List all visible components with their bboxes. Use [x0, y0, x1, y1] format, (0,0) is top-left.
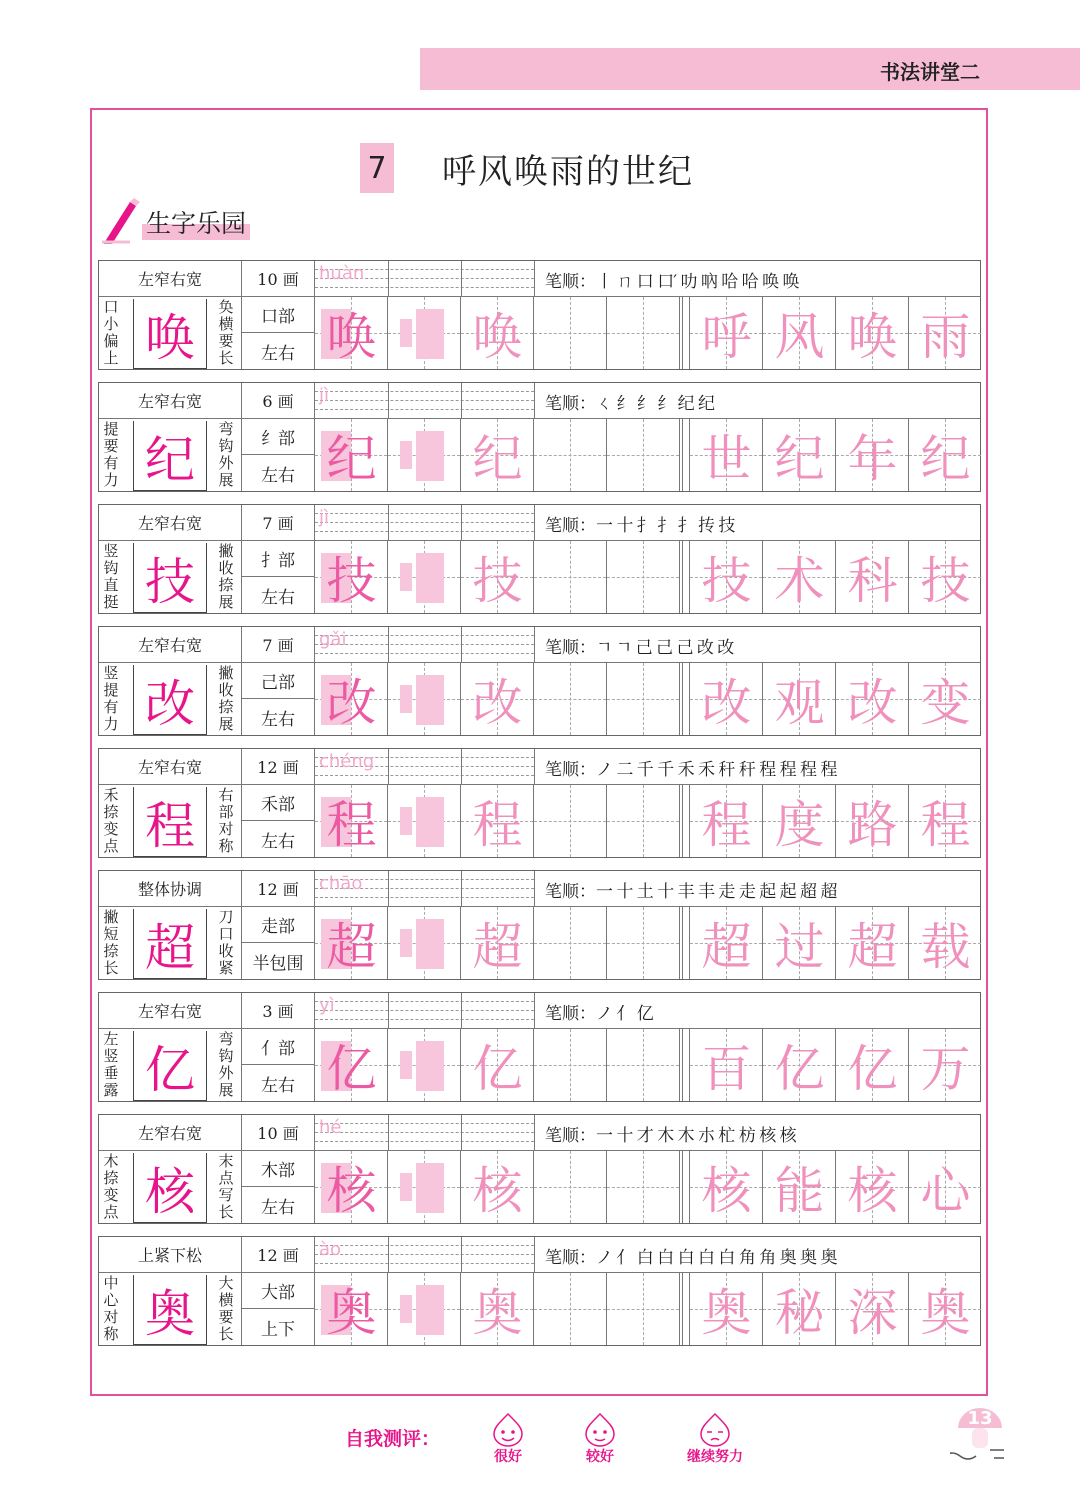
practice-square[interactable]	[314, 785, 387, 857]
practice-square[interactable]	[533, 297, 606, 369]
practice-square[interactable]	[387, 1151, 460, 1223]
practice-square[interactable]	[835, 663, 908, 735]
word-character: 亿	[774, 1040, 825, 1098]
trace-character: 核	[326, 1162, 377, 1220]
rating-label: 较好	[586, 1449, 614, 1465]
header-title: 书法讲堂二	[880, 60, 980, 84]
stroke-order	[545, 389, 714, 414]
practice-square[interactable]	[835, 1151, 908, 1223]
stroke-count: 7 画	[241, 505, 314, 540]
page-number: 13	[967, 1408, 993, 1429]
word-character: 技	[920, 552, 971, 610]
radical: 大部	[241, 1273, 314, 1309]
practice-square[interactable]	[314, 907, 387, 979]
right-tip: 撇收捺展	[218, 664, 234, 733]
character-row	[98, 260, 981, 370]
stroke-order-prefix: 笔顺：	[545, 1004, 596, 1024]
word-character: 奥	[701, 1284, 752, 1342]
practice-square[interactable]	[314, 1029, 387, 1101]
practice-square[interactable]	[762, 541, 835, 613]
practice-square[interactable]	[689, 663, 762, 735]
word-character: 秘	[774, 1284, 825, 1342]
practice-square[interactable]	[908, 297, 981, 369]
practice-square[interactable]	[908, 541, 981, 613]
trace-character: 核	[472, 1162, 523, 1220]
section-heading	[100, 198, 250, 244]
practice-square[interactable]	[689, 907, 762, 979]
stroke-order-prefix: 笔顺：	[545, 272, 596, 292]
stroke-count: 12 画	[241, 749, 314, 784]
word-character: 心	[920, 1162, 971, 1220]
writing-hint: 左窄右宽	[137, 758, 202, 777]
model-character: 纪	[133, 421, 207, 491]
stroke-order-box	[534, 871, 980, 906]
right-tip: 末点写长	[218, 1152, 234, 1221]
structure: 左右	[241, 455, 314, 491]
practice-square[interactable]	[314, 663, 387, 735]
column-separator	[679, 907, 683, 979]
pinyin-lines[interactable]	[314, 383, 534, 418]
character-row	[98, 1236, 981, 1346]
stroke-order-sequence: ㄑ 纟 纟 纟 纪 纪	[596, 394, 715, 414]
pinyin-lines[interactable]	[314, 505, 534, 540]
trace-character: 超	[326, 918, 377, 976]
practice-square[interactable]	[908, 1273, 981, 1345]
word-character: 雨	[920, 308, 971, 366]
rating-label: 很好	[494, 1449, 522, 1465]
practice-square[interactable]	[606, 663, 679, 735]
stroke-order-prefix: 笔顺：	[545, 1248, 596, 1268]
practice-square[interactable]	[460, 1151, 533, 1223]
practice-square[interactable]	[533, 419, 606, 491]
practice-square[interactable]	[689, 419, 762, 491]
radical: 口部	[241, 297, 314, 333]
structure: 左右	[241, 821, 314, 857]
practice-square[interactable]	[835, 785, 908, 857]
trace-character: 亿	[326, 1040, 377, 1098]
column-separator	[679, 541, 683, 613]
stroke-order	[545, 633, 733, 658]
right-tip: 大横要长	[218, 1274, 234, 1343]
word-character: 核	[847, 1162, 898, 1220]
radical: 禾部	[241, 785, 314, 821]
practice-square[interactable]	[387, 297, 460, 369]
practice-square[interactable]	[460, 907, 533, 979]
pinyin: jì	[319, 507, 330, 528]
writing-hint: 左窄右宽	[137, 1002, 202, 1021]
character-row	[98, 748, 981, 858]
word-character: 年	[847, 430, 898, 488]
word-character: 技	[701, 552, 752, 610]
structure: 左右	[241, 577, 314, 613]
model-character: 奥	[133, 1275, 207, 1345]
practice-square[interactable]	[460, 541, 533, 613]
stroke-order-box	[534, 993, 980, 1028]
practice-square[interactable]	[314, 297, 387, 369]
word-character: 呼	[701, 308, 752, 366]
stroke-order-prefix: 笔顺：	[545, 516, 596, 536]
stroke-order-box	[534, 627, 980, 662]
radical: 木部	[241, 1151, 314, 1187]
right-tip: 撇收捺展	[218, 542, 234, 611]
trace-character: 改	[326, 674, 377, 732]
character-row	[98, 870, 981, 980]
practice-square[interactable]	[606, 541, 679, 613]
stroke-count: 10 画	[241, 261, 314, 296]
practice-square[interactable]	[606, 297, 679, 369]
word-character: 程	[701, 796, 752, 854]
trace-character: 唤	[326, 308, 377, 366]
trace-character: 亿	[472, 1040, 523, 1098]
stroke-order-prefix: 笔顺：	[545, 882, 596, 902]
practice-square[interactable]	[835, 419, 908, 491]
character-row	[98, 626, 981, 736]
word-character: 观	[774, 674, 825, 732]
practice-square[interactable]	[606, 1273, 679, 1345]
word-character: 载	[920, 918, 971, 976]
practice-square[interactable]	[835, 907, 908, 979]
practice-square[interactable]	[387, 785, 460, 857]
right-tip: 奂横要长	[218, 298, 234, 367]
trace-character: 技	[326, 552, 377, 610]
stroke-count: 7 画	[241, 627, 314, 662]
pinyin: huàn	[319, 263, 365, 284]
page-number-badge	[950, 1400, 1010, 1490]
left-tip: 木捺变点	[103, 1152, 119, 1221]
pinyin: yì	[319, 995, 335, 1016]
word-character: 路	[847, 796, 898, 854]
left-tip: 竖提有力	[103, 664, 119, 733]
radical: 纟部	[241, 419, 314, 455]
radical: 亻部	[241, 1029, 314, 1065]
stroke-order-sequence: ノ 二 千 千 禾 禾 秆 秆 程 程 程 程	[596, 760, 837, 780]
stroke-order-box	[534, 749, 980, 784]
practice-square[interactable]	[387, 541, 460, 613]
structure: 半包围	[241, 943, 314, 979]
pinyin-lines[interactable]	[314, 871, 534, 906]
self-evaluation	[345, 1412, 765, 1472]
model-character: 改	[133, 665, 207, 735]
practice-square[interactable]	[533, 907, 606, 979]
practice-square[interactable]	[533, 785, 606, 857]
writing-hint: 整体协调	[137, 880, 202, 899]
pinyin-lines[interactable]	[314, 261, 534, 296]
model-character: 唤	[133, 299, 207, 369]
practice-square[interactable]	[689, 785, 762, 857]
trace-character: 唤	[472, 308, 523, 366]
practice-square[interactable]	[387, 1029, 460, 1101]
trace-character: 奥	[472, 1284, 523, 1342]
column-separator	[679, 663, 683, 735]
left-tip: 撇短捺长	[103, 908, 119, 977]
stroke-order	[545, 755, 836, 780]
practice-square[interactable]	[689, 1273, 762, 1345]
column-separator	[679, 1273, 683, 1345]
stroke-order-box	[534, 505, 980, 540]
stroke-order-box	[534, 1115, 980, 1150]
word-character: 世	[701, 430, 752, 488]
practice-square[interactable]	[908, 663, 981, 735]
stroke-count: 3 画	[241, 993, 314, 1028]
word-character: 超	[701, 918, 752, 976]
practice-square[interactable]	[908, 1151, 981, 1223]
word-character: 纪	[920, 430, 971, 488]
word-character: 万	[920, 1040, 971, 1098]
word-character: 能	[774, 1162, 825, 1220]
pinyin-lines[interactable]	[314, 749, 534, 784]
pinyin: chéng	[319, 751, 375, 772]
writing-hint: 左窄右宽	[137, 1124, 202, 1143]
word-character: 过	[774, 918, 825, 976]
practice-square[interactable]	[606, 907, 679, 979]
practice-square[interactable]	[314, 541, 387, 613]
right-tip: 弯钩外展	[218, 1030, 234, 1099]
column-separator	[679, 1151, 683, 1223]
practice-square[interactable]	[908, 419, 981, 491]
pinyin: chāo	[319, 873, 363, 894]
stroke-order-sequence: 一 十 扌 扌 扌 抟 技	[596, 516, 735, 536]
lesson-number: 7	[360, 143, 394, 193]
radical: 己部	[241, 663, 314, 699]
practice-square[interactable]	[908, 1029, 981, 1101]
structure: 左右	[241, 1065, 314, 1101]
rating-good[interactable]	[555, 1412, 645, 1466]
word-character: 百	[701, 1040, 752, 1098]
content-face-icon	[580, 1412, 620, 1448]
character-row	[98, 382, 981, 492]
left-tip: 左竖垂露	[103, 1030, 119, 1099]
right-tip: 右部对称	[218, 786, 234, 855]
stroke-order-box	[534, 383, 980, 418]
stroke-order-sequence: ㄱ ㄱ 己 己 己 改 改	[596, 638, 734, 658]
trace-character: 程	[472, 796, 523, 854]
practice-square[interactable]	[460, 297, 533, 369]
practice-square[interactable]	[387, 907, 460, 979]
rating-very-good[interactable]	[463, 1412, 553, 1466]
writing-hint: 左窄右宽	[137, 392, 202, 411]
practice-square[interactable]	[762, 785, 835, 857]
practice-square[interactable]	[606, 419, 679, 491]
evaluation-title: 自我测评：	[345, 1428, 441, 1450]
word-character: 核	[701, 1162, 752, 1220]
word-character: 亿	[847, 1040, 898, 1098]
writing-hint: 左窄右宽	[137, 270, 202, 289]
pencil-icon	[100, 198, 140, 244]
stroke-order	[545, 1121, 796, 1146]
smile-face-icon	[488, 1412, 528, 1448]
practice-square[interactable]	[762, 297, 835, 369]
practice-square[interactable]	[387, 1273, 460, 1345]
column-separator	[679, 297, 683, 369]
word-character: 科	[847, 552, 898, 610]
practice-square[interactable]	[460, 1273, 533, 1345]
writing-hint: 左窄右宽	[137, 636, 202, 655]
practice-square[interactable]	[387, 419, 460, 491]
trace-character: 奥	[326, 1284, 377, 1342]
character-row	[98, 504, 981, 614]
word-character: 深	[847, 1284, 898, 1342]
stroke-count: 12 画	[241, 871, 314, 906]
trace-character: 技	[472, 552, 523, 610]
column-separator	[679, 1029, 683, 1101]
word-character: 纪	[774, 430, 825, 488]
practice-square[interactable]	[835, 1029, 908, 1101]
rating-keep-trying[interactable]	[660, 1412, 770, 1466]
pinyin: ào	[319, 1239, 342, 1260]
character-row	[98, 1114, 981, 1224]
left-tip: 口小偏上	[103, 298, 119, 367]
practice-square[interactable]	[460, 663, 533, 735]
stroke-order	[545, 267, 799, 292]
stroke-order-prefix: 笔顺：	[545, 638, 596, 658]
column-separator	[679, 419, 683, 491]
stroke-order-sequence: 一 十 土 十 丰 丰 走 走 起 起 超 超	[596, 882, 837, 902]
pinyin-lines[interactable]	[314, 627, 534, 662]
stroke-order	[545, 877, 836, 902]
stroke-order-sequence: 一 十 才 木 木 朩 杧 枋 核 核	[596, 1126, 796, 1146]
word-character: 变	[920, 674, 971, 732]
trace-character: 程	[326, 796, 377, 854]
practice-square[interactable]	[689, 1151, 762, 1223]
model-character: 核	[133, 1153, 207, 1223]
practice-square[interactable]	[689, 297, 762, 369]
word-character: 奥	[920, 1284, 971, 1342]
stroke-order	[545, 511, 734, 536]
section-label: 生字乐园	[142, 204, 250, 240]
practice-square[interactable]	[460, 1029, 533, 1101]
stroke-order	[545, 999, 653, 1024]
practice-square[interactable]	[835, 297, 908, 369]
practice-square[interactable]	[387, 663, 460, 735]
practice-square[interactable]	[314, 1151, 387, 1223]
practice-square[interactable]	[908, 785, 981, 857]
word-character: 程	[920, 796, 971, 854]
word-character: 改	[701, 674, 752, 732]
practice-square[interactable]	[533, 1151, 606, 1223]
word-character: 度	[774, 796, 825, 854]
practice-square[interactable]	[314, 419, 387, 491]
practice-square[interactable]	[460, 785, 533, 857]
model-character: 技	[133, 543, 207, 613]
writing-hint: 左窄右宽	[137, 514, 202, 533]
word-character: 超	[847, 918, 898, 976]
word-character: 唤	[847, 308, 898, 366]
stroke-order-prefix: 笔顺：	[545, 394, 596, 414]
pinyin: gǎi	[319, 629, 347, 650]
practice-square[interactable]	[689, 1029, 762, 1101]
practice-square[interactable]	[606, 785, 679, 857]
practice-square[interactable]	[835, 1273, 908, 1345]
model-character: 程	[133, 787, 207, 857]
model-character: 超	[133, 909, 207, 979]
practice-square[interactable]	[460, 419, 533, 491]
structure: 左右	[241, 1187, 314, 1223]
practice-square[interactable]	[533, 541, 606, 613]
trace-character: 纪	[326, 430, 377, 488]
right-tip: 弯钩外展	[218, 420, 234, 489]
radical: 走部	[241, 907, 314, 943]
right-tip: 刀口收紧	[218, 908, 234, 977]
practice-square[interactable]	[762, 1151, 835, 1223]
practice-square[interactable]	[762, 663, 835, 735]
stroke-order-sequence: ノ 亻 亿	[596, 1004, 653, 1024]
character-row	[98, 992, 981, 1102]
pinyin: jì	[319, 385, 330, 406]
practice-square[interactable]	[606, 1151, 679, 1223]
model-character: 亿	[133, 1031, 207, 1101]
practice-square[interactable]	[533, 1273, 606, 1345]
practice-square[interactable]	[762, 1273, 835, 1345]
left-tip: 禾捺变点	[103, 786, 119, 855]
practice-square[interactable]	[762, 419, 835, 491]
pinyin-lines[interactable]	[314, 1237, 534, 1272]
practice-square[interactable]	[314, 1273, 387, 1345]
header-bar	[420, 48, 1080, 90]
pinyin: hé	[319, 1117, 342, 1138]
structure: 左右	[241, 333, 314, 369]
word-character: 改	[847, 674, 898, 732]
radical: 扌部	[241, 541, 314, 577]
word-character: 风	[774, 308, 825, 366]
stroke-order	[545, 1243, 836, 1268]
stroke-order-sequence: ノ 亻 白 白 白 白 白 角 角 奥 奥 奥	[596, 1248, 837, 1268]
pinyin-lines[interactable]	[314, 993, 534, 1028]
left-tip: 提要有力	[103, 420, 119, 489]
structure: 左右	[241, 699, 314, 735]
rating-label: 继续努力	[687, 1449, 743, 1465]
trace-character: 超	[472, 918, 523, 976]
stroke-order-box	[534, 261, 980, 296]
pinyin-lines[interactable]	[314, 1115, 534, 1150]
left-tip: 竖钩直挺	[103, 542, 119, 611]
practice-square[interactable]	[908, 907, 981, 979]
stroke-count: 6 画	[241, 383, 314, 418]
practice-square[interactable]	[533, 663, 606, 735]
neutral-face-icon	[695, 1412, 735, 1448]
stroke-order-prefix: 笔顺：	[545, 1126, 596, 1146]
stroke-order-sequence: 丨 ㄇ 口 口′ 叻 吶 哈 哈 唤 唤	[596, 272, 799, 292]
left-tip: 中心对称	[103, 1274, 119, 1343]
practice-square[interactable]	[762, 907, 835, 979]
stroke-count: 12 画	[241, 1237, 314, 1272]
word-character: 术	[774, 552, 825, 610]
trace-character: 改	[472, 674, 523, 732]
practice-square[interactable]	[835, 541, 908, 613]
trace-character: 纪	[472, 430, 523, 488]
lesson-title: 呼风唤雨的世纪	[442, 151, 694, 192]
column-separator	[679, 785, 683, 857]
practice-square[interactable]	[533, 1029, 606, 1101]
lesson-heading	[360, 142, 694, 194]
stroke-order-prefix: 笔顺：	[545, 760, 596, 780]
writing-hint: 上紧下松	[137, 1246, 202, 1265]
stroke-order-box	[534, 1237, 980, 1272]
structure: 上下	[241, 1309, 314, 1345]
practice-square[interactable]	[689, 541, 762, 613]
practice-square[interactable]	[606, 1029, 679, 1101]
practice-square[interactable]	[762, 1029, 835, 1101]
stroke-count: 10 画	[241, 1115, 314, 1150]
